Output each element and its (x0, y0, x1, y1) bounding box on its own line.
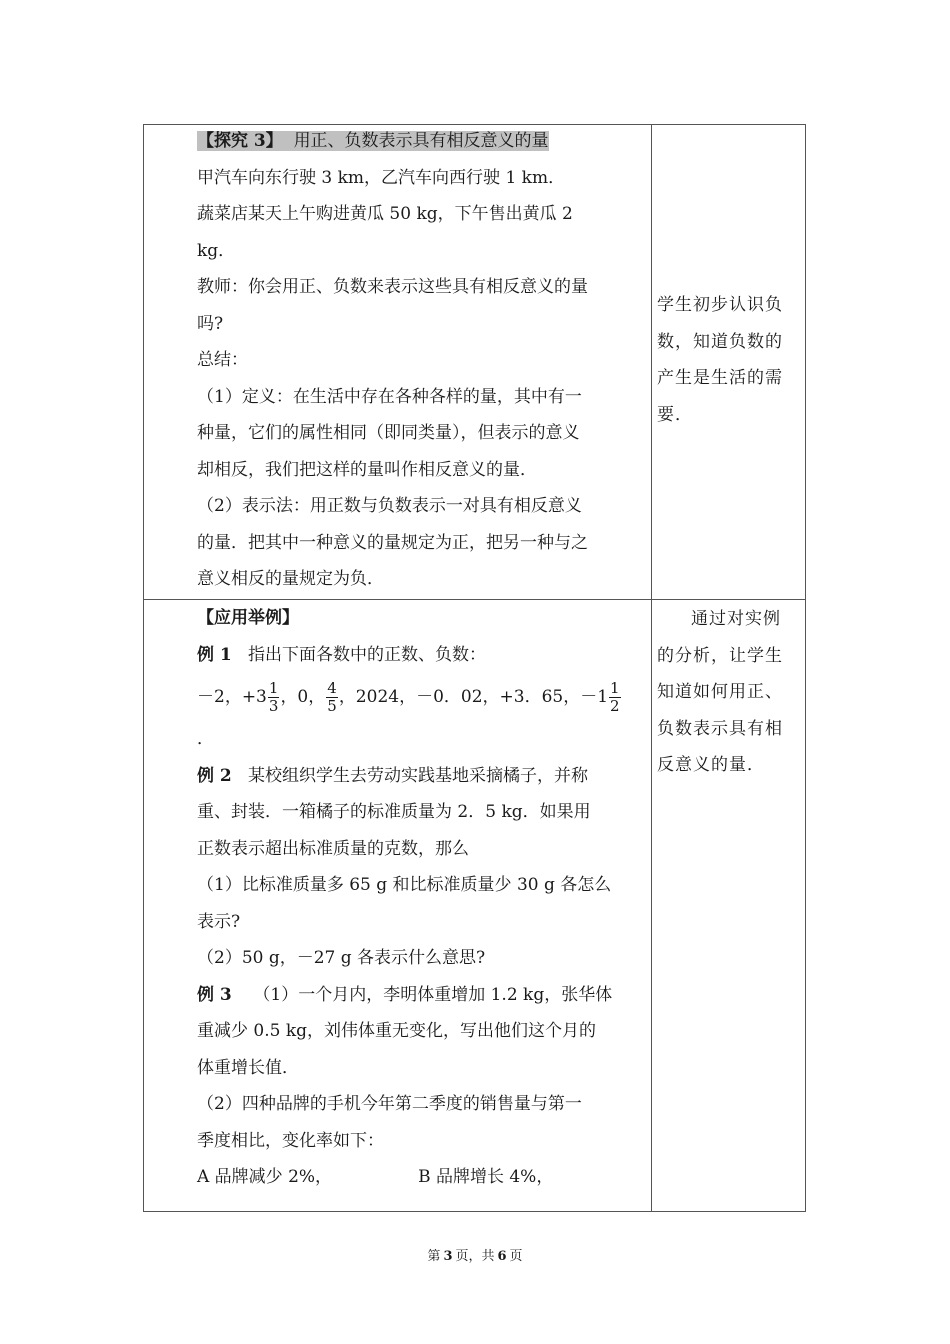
example-text: 重减少 0.5 kg，刘伟体重无变化，写出他们这个月的 (197, 1021, 597, 1041)
examples-heading-text: 【应用举例】 (197, 608, 299, 628)
definition-b: 种量，它们的属性相同（即同类量），但表示的意义 (197, 423, 580, 443)
example-question: 表示? (197, 911, 241, 932)
representation-b: 的量．把其中一种意义的量规定为正，把另一种与之 (197, 532, 588, 553)
teacher-line-b: 吗? (197, 313, 224, 334)
example-2 (197, 758, 642, 795)
definition-c: 却相反，我们把这样的量叫作相反意义的量． (197, 459, 537, 480)
fraction-one-half: $\frac{1}{2}$ (610, 679, 620, 715)
note-line: 反意义的量． (657, 755, 765, 775)
example-question: 季度相比，变化率如下： (197, 1130, 384, 1151)
note-line: 学生初步认识负 (657, 295, 783, 315)
example-label: 例 2 (197, 765, 232, 786)
note-line: 的分析，让学生 (657, 645, 783, 666)
brand-rates (197, 1159, 642, 1196)
example-question: （2）四种品牌的手机今年第二季度的销售量与第一 (197, 1094, 582, 1114)
column-divider (651, 125, 652, 1211)
fraction-one-third: $\frac{1}{3}$ (268, 679, 279, 715)
page-total: 6 (497, 1249, 507, 1264)
summary-label: 总结： (197, 350, 248, 370)
brand-a-rate: A 品牌减少 2%， (197, 1167, 333, 1187)
representation-c: 意义相反的量规定为负． (197, 569, 384, 589)
fraction-four-fifths: $\frac{4}{5}$ (327, 679, 337, 715)
example-text: 某校组织学生去劳动实践基地采摘橘子，并称 (247, 765, 588, 786)
note-line: 产生是生活的需 (657, 368, 783, 388)
examples-note (657, 601, 805, 784)
number-list (197, 673, 642, 721)
page-number: 3 (443, 1249, 453, 1264)
note-line: 通过对实例 (691, 609, 781, 629)
example-text: （1）一个月内，李明体重增加 1.2 kg，张华体 (253, 984, 613, 1005)
examples-heading (197, 600, 642, 637)
page-footer: 第 3 页，共 6 页 (427, 1249, 523, 1264)
examples-section (197, 600, 642, 1196)
note-line: 数，知道负数的 (657, 331, 783, 352)
cucumber-line-b: kg． (197, 240, 236, 261)
example-text: 重、封装．一箱橘子的标准质量为 2．5 kg．如果用 (197, 802, 591, 822)
note-line: 要． (657, 404, 693, 425)
explore-heading (197, 123, 642, 160)
example-text: 体重增长值． (197, 1057, 299, 1078)
example-question: （2）50 g，－27 g 各表示什么意思? (197, 948, 486, 968)
example-1 (197, 637, 642, 674)
number-list-end: ． (197, 729, 214, 749)
explore-title: 用正、负数表示具有相反意义的量 (293, 131, 549, 151)
definition-a: （1）定义：在生活中存在各种各样的量，其中有一 (197, 386, 582, 407)
number-text: －2，+3 (197, 687, 267, 707)
note-line: 知道如何用正、 (657, 682, 783, 702)
example-label: 例 3 (197, 984, 232, 1005)
note-line: 负数表示具有相 (657, 718, 783, 739)
representation-a: （2）表示法：用正数与负数表示一对具有相反意义 (197, 496, 582, 516)
explore-note (657, 287, 805, 433)
number-text: ，2024，－0．02，+3．65，－1 (338, 687, 609, 707)
example-label: 例 1 (197, 644, 232, 665)
cucumber-line-a: 蔬菜店某天上午购进黄瓜 50 kg，下午售出黄瓜 2 (197, 204, 573, 224)
car-line: 甲汽车向东行驶 3 km，乙汽车向西行驶 1 km． (197, 167, 566, 188)
explore-tag: 【探究 3】 (197, 131, 283, 151)
brand-b-rate: B 品牌增长 4%， (418, 1167, 554, 1187)
example-text: 指出下面各数中的正数、负数： (247, 644, 486, 665)
explore-section (197, 123, 642, 598)
teacher-line-a: 教师：你会用正、负数来表示这些具有相反意义的量 (197, 277, 588, 297)
example-question: （1）比标准质量多 65 g 和比标准质量少 30 g 各怎么 (197, 875, 612, 895)
example-3 (197, 977, 642, 1014)
example-text: 正数表示超出标准质量的克数，那么 (197, 838, 469, 859)
number-text: ，0， (280, 687, 326, 707)
lesson-table (143, 124, 806, 1212)
